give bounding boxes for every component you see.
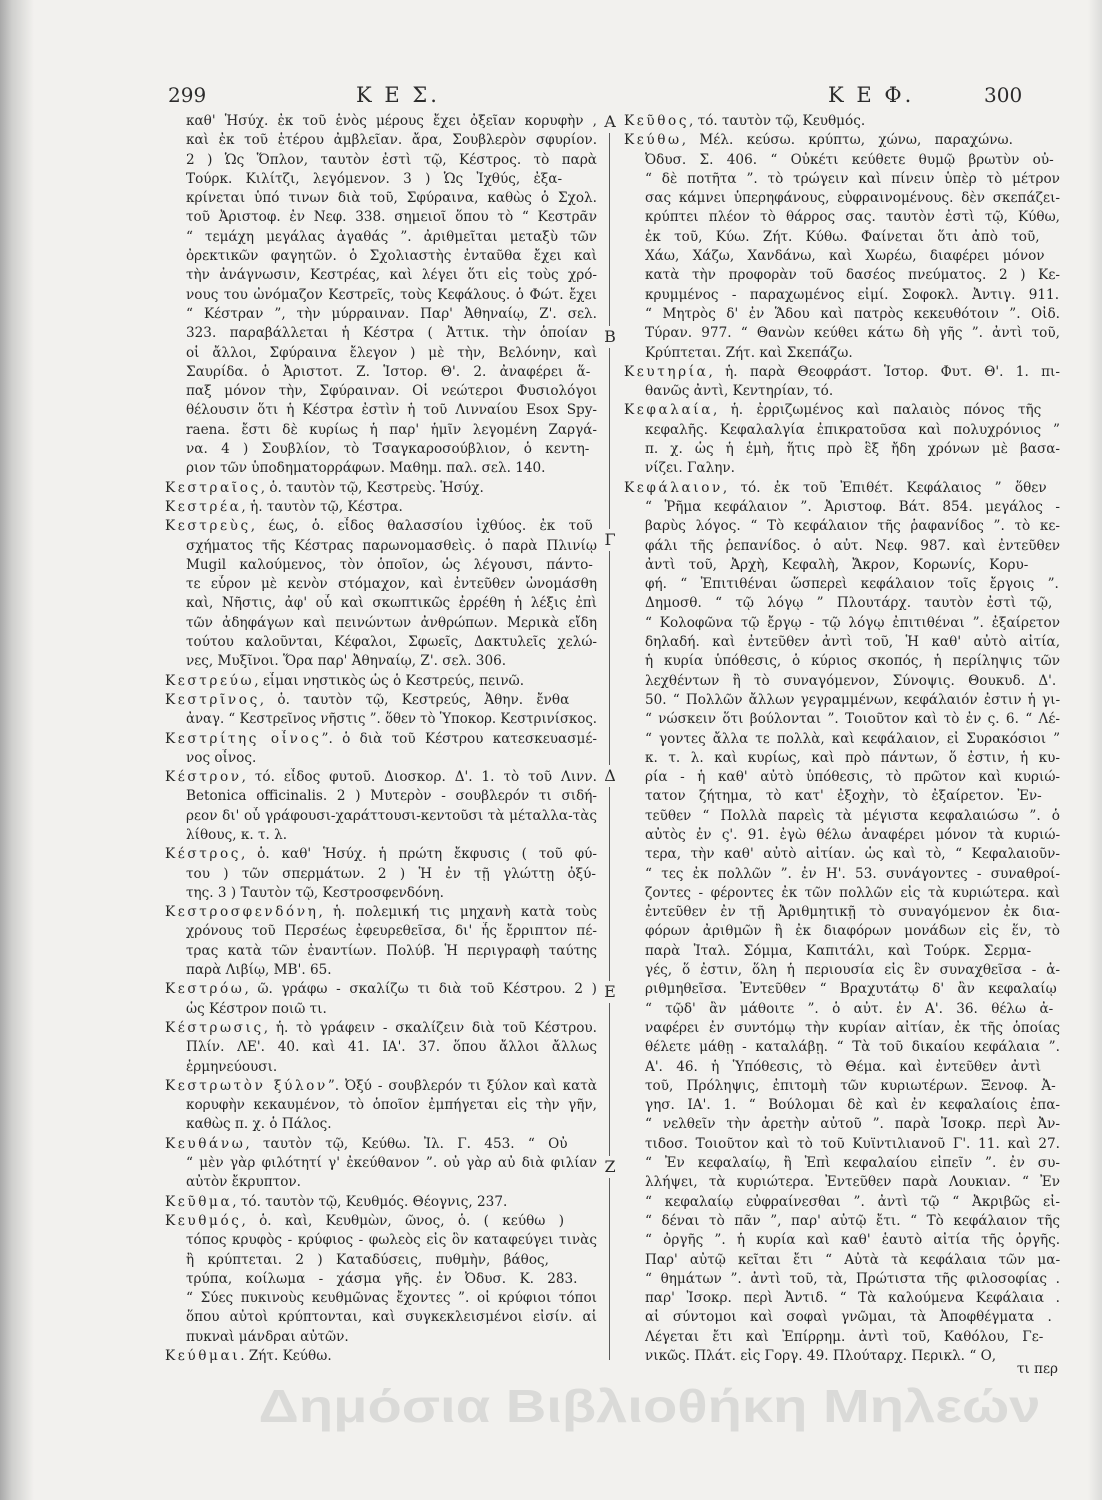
entry-text: φή. “ Ἐπιτιθέναι ὥσπερεὶ κεφάλαιον τοῖς ἔργοις ”. xyxy=(645,576,1059,593)
text-line xyxy=(624,1231,1060,1250)
entry-text: βαρὺς λόγος. “ Τὸ κεφάλαιον τῆς ῥαφανίδος ”. τὸ κε- xyxy=(645,518,1060,535)
margin-letter: Ζ xyxy=(600,1156,620,1178)
text-line xyxy=(165,614,597,633)
margin-letter: Α xyxy=(600,111,620,133)
headword: Κέστρον xyxy=(165,769,242,786)
headword: Κεστρεὺς xyxy=(165,518,251,535)
headword: Κεφαλαία xyxy=(624,402,714,419)
entry-text: να. 4 ) Σουβλίον, τὸ Τσαγκαροσούβλιον, ὁ κεντη- xyxy=(186,441,590,458)
text-line xyxy=(165,1328,597,1347)
text-line xyxy=(624,807,1060,826)
entry-text: “ ὀργῆς ”. ἡ κυρία καὶ καθ' ἑαυτὸ αἰτία τῆς ὀργῆς. xyxy=(645,1232,1060,1249)
headword: Κευθάνω xyxy=(165,1135,246,1152)
text-line xyxy=(165,247,597,266)
headword: Κευτηρία xyxy=(624,363,709,380)
entry-text: “ Μητρὸς δ' ἐν Ἅδου καὶ πατρὸς κεκευθότοιν ”. Οἰδ. xyxy=(645,305,1060,322)
entry-text: ὅπου αὐτοὶ κρύπτονται, καὶ συγκεκλεισμένοι εἰσίν. αἱ xyxy=(186,1309,597,1326)
entry-text: θέλουσιν ὅτι ἡ Κέστρα ἐστὶν ἡ τοῦ Λινναίου Esox Spy- xyxy=(186,402,597,419)
entry-text: καθ' Ἡσύχ. ἐκ τοῦ ἑνὸς μέρους ἔχει ὀξεῖαν κορυφὴν , xyxy=(186,113,597,129)
entry-text: τερα, τὴν καθ' αὐτὸ αἰτίαν. ὡς καὶ τὸ, “ Κεφαλαιοῦν- xyxy=(645,846,1060,863)
text-line xyxy=(624,787,1060,806)
text-line xyxy=(624,1058,1060,1077)
entry-text: , εἶμαι νηστικὸς ὡς ὁ Κεστρεύς, πεινῶ. xyxy=(254,672,525,689)
page-number-right: 300 xyxy=(984,83,1023,107)
entry-text: λίθους, κ. τ. λ. xyxy=(186,826,288,843)
entry-first-line xyxy=(165,479,597,498)
entry-text: Παρ' αὐτῷ κεῖται ἔτι “ Αὐτὰ τὰ κεφάλαια τῶν μα- xyxy=(645,1251,1060,1268)
text-line xyxy=(624,961,1060,980)
text-line xyxy=(165,537,597,556)
text-line xyxy=(165,1251,597,1270)
text-line xyxy=(165,865,597,884)
text-line xyxy=(165,1096,597,1115)
entry-text: “ Ῥῆμα κεφάλαιον ”. Ἀριστοφ. Βάτ. 854. μεγάλος - xyxy=(645,498,1060,515)
headword: Κεῦθος xyxy=(624,113,690,129)
entry-text: “ δέναι τὸ πᾶν ”, παρ' αὐτῷ ἔτι. “ Τὸ κεφάλαιον τῆς xyxy=(645,1212,1060,1229)
text-line xyxy=(165,401,597,420)
entry-text: Δημοσθ. “ τῷ λόγῳ ” Πλουτάρχ. ταυτὸν ἐστὶ τῷ, xyxy=(645,595,1053,612)
watermark-text: Δημόσια Βιβλιοθήκη Μηλεών xyxy=(259,1380,1041,1432)
text-line xyxy=(624,691,1060,710)
text-line xyxy=(165,652,597,671)
entry-text: “ τεμάχη μεγάλας ἀγαθάς ”. ἀριθμεῖται μεταξὺ τῶν xyxy=(186,228,597,245)
entry-text: , ἡ. παρὰ Θεοφράστ. Ἱστορ. Φυτ. Θ'. 1. πι- xyxy=(708,363,1060,380)
entry-text: , ὁ. ταυτὸν τῷ, Κεστρεὺς. Ἡσύχ. xyxy=(260,479,484,496)
text-line xyxy=(624,942,1060,961)
entry-text: φάλι τῆς ῥεπανίδος. ὁ αὐτ. Νεφ. 987. καὶ ἐντεῦθεν xyxy=(645,537,1060,554)
entry-text: λλήψει, τὰ κυριώτερα. Ἐντεῦθεν παρὰ Λουκιαν. “ Ἐν xyxy=(645,1174,1060,1191)
entry-text: νους του ὠνόμαζον Κεστρεῖς, τοὺς Κεφάλους. ὁ Φώτ. ἔχει xyxy=(186,286,597,303)
text-line xyxy=(624,1019,1060,1038)
text-line xyxy=(624,1077,1060,1096)
headword: Κέστρος xyxy=(165,846,241,863)
entry-text: τρας κατὰ τῶν ἐναντίων. Πολύβ. Ἡ περιγραφὴ ταύτης xyxy=(186,942,597,959)
entry-text: , ὁ. καὶ, Κευθμὼν, ῶνος, ὁ. ( κεύθω ) xyxy=(241,1212,565,1229)
entry-first-line xyxy=(165,1212,597,1231)
text-line xyxy=(165,1154,597,1173)
right-column xyxy=(624,112,1060,1366)
entry-first-line xyxy=(165,1135,597,1154)
text-line xyxy=(165,151,597,170)
text-line xyxy=(624,1096,1060,1115)
text-line xyxy=(624,517,1060,536)
page-number-left: 299 xyxy=(168,83,207,107)
entry-text: γησ. ΙΑ'. 1. “ Βούλομαι δὲ καὶ ἐν κεφαλαίοις ἐπα- xyxy=(645,1097,1060,1114)
text-line xyxy=(624,903,1060,922)
entry-first-line xyxy=(165,1347,597,1366)
entry-text: θέλετε μάθῃ - καταλάβῃ. “ Τὰ τοῦ δικαίου κεφάλαια ”. xyxy=(645,1039,1060,1056)
text-line xyxy=(165,1270,597,1289)
text-line xyxy=(165,1000,597,1019)
entry-text: , Μέλ. κεύσω. κρύπτω, χώνω, παραχώνω. xyxy=(681,132,1013,149)
text-line xyxy=(624,1135,1060,1154)
text-line xyxy=(624,1289,1060,1308)
text-line xyxy=(165,112,597,131)
entry-text: τούτου καλοῦνται, Κέφαλοι, Σφωεῖς, Δακτυλεῖς χελώ- xyxy=(186,634,597,651)
text-line xyxy=(165,826,597,845)
entry-text: “ κεφαλαίῳ εὐφραίνεσθαι ”. ἀντὶ τῷ “ Ἀκριβῶς εἰ- xyxy=(645,1193,1060,1210)
text-line xyxy=(624,575,1060,594)
entry-text: , ἡ. τὸ γράφειν - σκαλίζειν διὰ τοῦ Κέστρου. xyxy=(263,1019,597,1036)
entry-text: ἡ κυρία ὑπόθεσις, ὁ κύριος σκοπός, ἡ περίληψις τῶν xyxy=(645,653,1060,670)
headword: Κεστρῖνος xyxy=(165,691,260,708)
entry-text: τῶν ἀδηφάγων καὶ πεινώντων ἀνθρώπων. Μερικὰ εἴδη xyxy=(186,614,597,631)
entry-first-line xyxy=(165,845,597,864)
entry-text: αὐτὸς ἐν ς'. 91. ἐγὼ θέλω ἀναφέρει μόνον τὰ κυριώ- xyxy=(645,826,1060,843)
scan-edge-shadow xyxy=(1088,0,1102,1500)
text-line xyxy=(624,922,1060,941)
entry-text: , έως, ὁ. εἶδος θαλασσίου ἰχθύος. ἐκ τοῦ xyxy=(250,518,593,535)
headword: Κεστραῖος xyxy=(165,479,261,496)
headword: Κεφάλαιον xyxy=(624,479,723,496)
entry-text: Κρύπτεται. Ζήτ. καὶ Σκεπάζω. xyxy=(645,344,853,361)
entry-text: κορυφὴν κεκαυμένον, τὸ ὁποῖον ἐμπήγεται εἰς τὴν γῆν, xyxy=(186,1097,597,1114)
entry-text: αἱ σύντομοι καὶ σοφαὶ γνῶμαι, τὰ Ἀποφθέγματα . xyxy=(645,1309,1052,1326)
entry-text: Σαυρίδα. ὁ Ἀριστοτ. Ζ. Ἱστορ. Θ'. 2. ἀναφέρει ἅ- xyxy=(186,363,591,380)
entry-text: 323. παραβάλλεται ἡ Κέστρα ( Ἀττικ. τὴν ὁποίαν xyxy=(186,325,588,342)
text-line xyxy=(165,189,597,208)
text-line xyxy=(624,537,1060,556)
text-line xyxy=(624,498,1060,517)
text-line xyxy=(165,1173,597,1192)
headword: Κεύθω xyxy=(624,132,682,149)
library-watermark xyxy=(250,1376,1050,1436)
margin-letter: Β xyxy=(600,326,620,348)
entry-text: , ἡ. πολεμική τις μηχανὴ κατὰ τοὺς xyxy=(318,904,597,921)
entry-text: κρύπτει πλέον τὸ θάρρος σας. ταυτὸν ἐστὶ τῷ, Κύθω, xyxy=(645,209,1060,226)
entry-text: τιδοσ. Τοιοῦτον καὶ τὸ τοῦ Κυϊντιλιανοῦ Γ'. 11. καὶ 27. xyxy=(645,1135,1060,1152)
text-line xyxy=(624,1308,1060,1327)
headword: Κεύθμαι xyxy=(165,1348,241,1364)
headword: Κέστρωσις xyxy=(165,1019,264,1036)
text-line xyxy=(165,459,597,478)
text-line xyxy=(624,1173,1060,1192)
text-line xyxy=(624,459,1060,478)
entry-text: σχήματος τῆς Κέστρας παρωνομασθεὶς. ὁ παρὰ Πλινίῳ xyxy=(186,537,597,554)
text-line xyxy=(624,826,1060,845)
entry-text: Ὀδυσ. Σ. 406. “ Οὐκέτι κεύθετε θυμῷ βρωτὺν οὐ- xyxy=(645,151,1054,168)
text-line xyxy=(165,170,597,189)
entry-text: κρυμμένος - παραχωμένος εἰμί. Σοφοκλ. Ἀντιγ. 911. xyxy=(645,286,1060,303)
entry-text: , ἡ. ἐρριζωμένος καὶ παλαιὸς πόνος τῆς xyxy=(713,402,1042,419)
entry-text: Χάω, Χάζω, Χανδάνω, καὶ Χωρέω, διαφέρει μόνον xyxy=(645,248,1045,265)
entry-text: , ὁ. ταυτὸν τῷ, Κεστρεύς, Ἀθην. ἔνθα xyxy=(259,691,570,708)
entry-first-line xyxy=(165,672,597,691)
entry-text: καθὼς π. χ. ὁ Πάλος. xyxy=(186,1116,332,1133)
entry-text: λεχθέντων ἢ τὸ συναγόμενον, Σύνοψις. Θουκυδ. Δ'. xyxy=(645,672,1057,689)
entry-text: , τό. εἶδος φυτοῦ. Διοσκορ. Δ'. 1. τὸ τοῦ Λινν. xyxy=(241,769,597,786)
entry-first-line xyxy=(624,363,1060,382)
entry-text: . Ζήτ. Κεύθω. xyxy=(240,1348,332,1364)
entry-text: , τό. ταυτὸν τῷ, Κευθμός. xyxy=(689,113,866,129)
text-line xyxy=(624,652,1060,671)
catchword: τι περ xyxy=(1016,1361,1058,1377)
headword: Κεστροσφενδόνη xyxy=(165,904,319,921)
text-line xyxy=(165,382,597,401)
text-line xyxy=(624,189,1060,208)
entry-text: , ὁ. καθ' Ἡσύχ. ἡ πρώτη ἔκφυσις ( τοῦ φύ- xyxy=(241,846,597,863)
entry-text: παρ' Ἰσοκρ. περὶ Ἀντιδ. “ Τὰ καλούμενα Κεφάλαια . xyxy=(645,1290,1060,1307)
entry-text: ἀντὶ τοῦ, Ἀρχὴ, Κεφαλὴ, Ἄκρον, Κορωνίς, Κορυ- xyxy=(645,556,1029,573)
text-line xyxy=(165,421,597,440)
text-line xyxy=(165,922,597,941)
entry-text: ”. ὁ διὰ τοῦ Κέστρου κατεσκευασμέ- xyxy=(321,730,597,747)
entry-text: παρὰ Ἰταλ. Σόμμα, Καπιτάλι, καὶ Τούρκ. Σερμα- xyxy=(645,942,1032,959)
entry-text: τρύπα, κοίλωμα - χάσμα γῆς. ἐν Ὀδυσ. Κ. 283. xyxy=(186,1270,578,1287)
headword: Κεστρωτὸν ξύλον xyxy=(165,1077,328,1094)
entry-text: , τό. ἐκ τοῦ Ἐπιθέτ. Κεφάλαιος ” ὅθεν xyxy=(722,479,1047,496)
text-line xyxy=(624,1115,1060,1134)
entry-text: , τό. ταυτὸν τῷ, Κευθμός. Θέογνις, 237. xyxy=(232,1193,508,1210)
text-line xyxy=(624,228,1060,247)
entry-text: νίζει. Γαλην. xyxy=(645,460,735,477)
text-line xyxy=(165,1308,597,1327)
entry-text: τατον ζήτημα, τὸ κατ' ἐξοχὴν, τὸ ἐξαίρετον. Ἐν- xyxy=(645,788,1042,805)
entry-text: του ) τῶν σπερμάτων. 2 ) Ἡ ἐν τῇ γλώττῃ ὀξύ- xyxy=(186,865,597,882)
entry-text: κ. τ. λ. καὶ κυρίως, καὶ πρὸ πάντων, ὅ ἐστιν, ἡ κυ- xyxy=(645,749,1060,766)
text-line xyxy=(624,1154,1060,1173)
text-line xyxy=(165,228,597,247)
entry-text: ἑρμηνεύουσι. xyxy=(186,1058,278,1075)
margin-letter: Δ xyxy=(600,765,620,787)
text-line xyxy=(165,305,597,324)
text-line xyxy=(165,749,597,768)
text-line xyxy=(624,1270,1060,1289)
entry-text: ἐντεῦθεν ἐν τῇ Ἀριθμητικῇ τὸ συναγόμενον ἐκ δια- xyxy=(645,904,1060,921)
entry-first-line xyxy=(165,517,597,536)
entry-text: τοῦ Ἀριστοφ. ἐν Νεφ. 338. σημειοῖ ὅπου τὸ “ Κεστρᾶν xyxy=(186,209,597,226)
entry-text: “ νώσκειν ὅτι βούλονται ”. Τοιοῦτον καὶ τὸ ἐν ς. 6. “ Λέ- xyxy=(645,711,1060,728)
entry-text: ὀρεκτικῶν φαγητῶν. ὁ Σχολιαστὴς ἐνταῦθα ἔχει καὶ xyxy=(186,248,597,265)
text-line xyxy=(165,440,597,459)
headword: Κεστρίτης οἶνος xyxy=(165,730,322,747)
entry-first-line xyxy=(624,401,1060,420)
text-line xyxy=(165,266,597,285)
entry-text: τοῦ, Πρόληψις, ἐπιτομὴ τῶν κυριωτέρων. Ξενοφ. Ἀ- xyxy=(645,1077,1056,1094)
entry-text: “ νελθεῖν τὴν ἀρετὴν αὐτοῦ ”. παρὰ Ἰσοκρ. περὶ Ἀν- xyxy=(645,1116,1060,1133)
text-line xyxy=(624,865,1060,884)
text-line xyxy=(165,807,597,826)
text-line xyxy=(624,208,1060,227)
text-line xyxy=(624,614,1060,633)
entry-text: τε εὗρον μὲ κενὸν στόμαχον, καὶ ἐντεῦθεν ὠνομάσθη xyxy=(186,576,597,593)
text-line xyxy=(165,208,597,227)
entry-text: ”. Ὀξύ - σουβλερόν τι ξύλον καὶ κατὰ xyxy=(327,1077,597,1094)
text-line xyxy=(624,1038,1060,1057)
entry-text: πυκναὶ μάνδραι αὐτῶν. xyxy=(186,1328,349,1345)
entry-text: φόρων ἀριθμῶν ἢ ἐκ διαφόρων μονάδων εἰς ἕν, τὸ xyxy=(645,923,1060,940)
entry-text: Τύραν. 977. “ Θανὼν κεύθει κάτω δὴ γῆς ”. ἀντὶ τοῦ, xyxy=(645,325,1060,342)
text-line xyxy=(165,556,597,575)
margin-letter: Γ xyxy=(600,529,620,551)
entry-text: ζοντες - φέροντες ἐκ τῶν πολλῶν εἰς τὰ κυριώτερα. καὶ xyxy=(645,884,1060,901)
entry-text: οἱ ἄλλοι, Σφύραινα ἔλεγον ) μὲ τὴν, Βελόνην, καὶ xyxy=(186,344,597,361)
entry-first-line xyxy=(165,691,597,710)
text-line xyxy=(624,980,1060,999)
text-line xyxy=(624,710,1060,729)
entry-text: τὴν ἀνάγνωσιν, Κεστρέας, καὶ λέγει ὅτι εἰς τοὺς χρό- xyxy=(186,267,597,284)
scan-gutter-shadow xyxy=(0,0,34,1500)
entry-text: παρὰ Λιβίῳ, ΜΒ'. 65. xyxy=(186,962,332,979)
entry-text: “ γοντες ἄλλα τε πολλὰ, καὶ κεφάλαιον, εἰ Συρακόσιοι ” xyxy=(645,730,1060,747)
entry-first-line xyxy=(624,131,1060,150)
entry-first-line xyxy=(165,768,597,787)
entry-text: ἢ κρύπτεται. 2 ) Καταδύσεις, πυθμὴν, βάθος, xyxy=(186,1251,549,1268)
entry-text: “ τῷδ' ἂν μάθοιτε ”. ὁ αὐτ. ἐν Α'. 36. θέλω ἀ- xyxy=(645,1000,1054,1017)
entry-text: καὶ ἐκ τοῦ ἑτέρου ἀμβλεῖαν. ἄρα, Σουβλερὸν σφυρίον. xyxy=(186,132,597,149)
headword: Κεῦθμα xyxy=(165,1193,233,1210)
entry-text: ναφέρει ἐν συντόμῳ τὴν κυρίαν αἰτίαν, ἐκ τῆς ὁποίας xyxy=(645,1019,1060,1036)
text-line xyxy=(624,1000,1060,1019)
entry-text: γές, ὅ ἐστιν, ὅλη ἡ περιουσία εἰς ἓν συναχθεῖσα - ἀ- xyxy=(645,962,1060,979)
text-line xyxy=(165,363,597,382)
text-line xyxy=(165,787,597,806)
text-line xyxy=(165,575,597,594)
text-line xyxy=(624,845,1060,864)
text-line xyxy=(624,1251,1060,1270)
entry-first-line xyxy=(624,479,1060,498)
entry-first-line xyxy=(165,498,597,517)
entry-text: “ μὲν γὰρ φιλότητί γ' ἐκεύθανον ”. οὐ γὰρ αὐ διὰ φιλίαν xyxy=(186,1155,597,1172)
text-line xyxy=(624,633,1060,652)
entry-text: Betonica officinalis. 2 ) Μυτερὸν - σουβλερόν τι σιδή- xyxy=(186,788,597,805)
text-line xyxy=(165,1038,597,1057)
entry-text: Πλίν. ΛΕ'. 40. καὶ 41. ΙΑ'. 37. ὅπου ἄλλοι ἄλλως xyxy=(186,1039,597,1056)
text-line xyxy=(624,151,1060,170)
entry-text: καὶ, Νῆστις, ἀφ' οὗ καὶ σκωπτικῶς ἐρρέθη ἡ λέξις ἐπὶ xyxy=(186,595,597,612)
entry-text: Mugil καλούμενος, τὸν ὁποῖον, ὡς λέγουσι, πάντο- xyxy=(186,556,593,573)
entry-text: ρεον δι' οὗ γράφουσι-χαράττουσι-κεντοῦσι τὰ μέταλλα-τὰς xyxy=(186,807,597,824)
entry-text: “ Ἐν κεφαλαίῳ, ἢ Ἐπὶ κεφαλαίου εἰπεῖν ”. ἐν συ- xyxy=(645,1155,1060,1172)
running-head-left: Κ Ε Σ. xyxy=(356,83,440,107)
text-line xyxy=(624,884,1060,903)
running-head-right: Κ Ε Φ. xyxy=(828,83,915,107)
entry-text: αὐτὸν ἔκρυπτον. xyxy=(186,1174,302,1191)
entry-text: “ Κολοφῶνα τῷ ἔργῳ - τῷ λόγῳ ἐπιτιθέναι ”. ἐξαίρετον xyxy=(645,614,1060,631)
entry-text: παξ μόνον τὴν, Σφύραιναν. Οἱ νεώτεροι Φυσιολόγοι xyxy=(186,383,597,400)
entry-text: Λέγεται ἔτι καὶ Ἐπίρρημ. ἀντὶ τοῦ, Καθόλου, Γε- xyxy=(645,1328,1044,1345)
text-line xyxy=(624,324,1060,343)
text-line xyxy=(165,633,597,652)
headword: Κεστρόω xyxy=(165,981,245,998)
text-line xyxy=(165,324,597,343)
headword: Κευθμός xyxy=(165,1212,242,1229)
text-line xyxy=(624,1193,1060,1212)
headword: Κεστρέα xyxy=(165,498,242,515)
text-line xyxy=(165,131,597,150)
headword: Κεστρεύω xyxy=(165,672,255,689)
entry-text: , ῶ. γράφω - σκαλίζω τι διὰ τοῦ Κέστρου. 2 ) xyxy=(244,981,597,998)
text-line xyxy=(624,594,1060,613)
text-line xyxy=(624,382,1060,401)
text-line xyxy=(624,305,1060,324)
entry-text: θανῶς ἀντὶ, Κεντηρίαν, τό. xyxy=(645,383,834,400)
text-line xyxy=(165,286,597,305)
left-column xyxy=(165,112,597,1366)
entry-first-line xyxy=(165,730,597,749)
entry-text: νες, Μυξῖνοι. Ὅρα παρ' Ἀθηναίῳ, Ζ'. σελ. 306. xyxy=(186,653,507,670)
entry-text: , ταυτὸν τῷ, Κεύθω. Ἰλ. Γ. 453. “ Οὐ xyxy=(245,1135,568,1152)
entry-text: “ Κέστραν ”, τὴν μύρραιναν. Παρ' Ἀθηναίῳ, Ζ'. σελ. xyxy=(186,305,597,322)
text-line xyxy=(165,942,597,961)
entry-text: “ θημάτων ”. ἀντὶ τοῦ, τὰ, Πρώτιστα τῆς φιλοσοφίας . xyxy=(645,1270,1060,1287)
text-line xyxy=(624,556,1060,575)
entry-text: Α'. 46. ἡ Ὑπόθεσις, τὸ Θέμα. καὶ ἐντεῦθεν ἀντὶ xyxy=(645,1058,1042,1075)
text-line xyxy=(624,672,1060,691)
entry-text: νικῶς. Πλάτ. εἰς Γοργ. 49. Πλούταρχ. Περικλ. “ Ο, xyxy=(645,1348,997,1364)
entry-text: νος οἶνος. xyxy=(186,749,257,766)
entry-text: ριον τῶν ὑποδηματορράφων. Μαθημ. παλ. σελ. 140. xyxy=(186,460,546,477)
entry-text: χρόνους τοῦ Περσέως ἐφευρεθεῖσα, δι' ἧς ἔρριπτον πέ- xyxy=(186,923,597,940)
text-line xyxy=(624,266,1060,285)
entry-text: κρίνεται ὑπό τινων διὰ τοῦ, Σφύραινα, καθὼς ὁ Σχολ. xyxy=(186,190,597,207)
text-line xyxy=(624,1328,1060,1347)
entry-text: δηλαδή. καὶ ἐντεῦθεν ἀντὶ τοῦ, Ἡ καθ' αὐτὸ αἰτία, xyxy=(645,634,1060,651)
entry-text: 2 ) Ὡς Ὅπλον, ταυτὸν ἐστὶ τῷ, Κέστρος. τὸ παρὰ xyxy=(186,151,597,168)
entry-text: π. χ. ὡς ἡ ἐμὴ, ἥτις πρὸ ἓξ ἤδη χρόνων μὲ βασα- xyxy=(645,441,1060,458)
text-line xyxy=(624,344,1060,363)
entry-text: 50. “ Πολλῶν ἄλλων γεγραμμένων, κεφάλαιόν ἐστιν ἡ γι- xyxy=(645,691,1060,708)
entry-text: ριθμηθεῖσα. Ἐντεῦθεν “ Βραχυτάτῳ δ' ἂν κεφαλαίῳ xyxy=(645,981,1057,998)
text-line xyxy=(624,247,1060,266)
entry-text: ἀναγ. “ Κεστρεῖνος νῆστις ”. ὅθεν τὸ Ὑποκορ. Κεστρινίσκος. xyxy=(186,711,597,728)
entry-text: raena. ἔστι δὲ κυρίως ἡ παρ' ἡμῖν λεγομένη Ζαργά- xyxy=(186,421,597,438)
text-line xyxy=(165,594,597,613)
text-line xyxy=(165,961,597,980)
entry-first-line xyxy=(165,903,597,922)
text-line xyxy=(624,1212,1060,1231)
entry-first-line xyxy=(624,112,1060,131)
entry-first-line xyxy=(165,1019,597,1038)
text-line xyxy=(624,1347,1060,1366)
entry-text: ρία - ἡ καθ' αὐτὸ ὑπόθεσις, τὸ πρῶτον καὶ κυριώ- xyxy=(645,769,1060,786)
entry-first-line xyxy=(165,980,597,999)
text-line xyxy=(165,710,597,729)
entry-text: της. 3 ) Ταυτὸν τῷ, Κεστροσφενδόνη. xyxy=(186,884,444,901)
text-line xyxy=(165,1115,597,1134)
entry-text: ἐκ τοῦ, Κύω. Ζήτ. Κύθω. Φαίνεται ὅτι ἀπὸ τοῦ, xyxy=(645,228,1040,245)
text-line xyxy=(624,286,1060,305)
text-line xyxy=(624,421,1060,440)
entry-text: “ δὲ ποτῆτα ”. τὸ τρώγειν καὶ πίνειν ὑπὲρ τὸ μέτρον xyxy=(645,170,1060,187)
entry-text: κεφαλῆς. Κεφαλαλγία ἐπικρατοῦσα καὶ πολυχρόνιος ” xyxy=(645,421,1060,438)
text-line xyxy=(624,730,1060,749)
text-line xyxy=(624,768,1060,787)
entry-text: τόπος κρυφὸς - κρύφιος - φωλεὸς εἰς ὃν καταφεύγει τινὰς xyxy=(186,1232,597,1249)
entry-text: “ τες ἐκ πολλῶν ”. ἐν Η'. 53. συνάγοντες - συναθροί- xyxy=(645,865,1060,882)
entry-first-line xyxy=(165,1193,597,1212)
margin-letter: Ε xyxy=(600,981,620,1003)
entry-text: “ Σύες πυκινοὺς κευθμῶνας ἔχοντες ”. οἱ κρύφιοι τόποι xyxy=(186,1290,597,1307)
entry-text: σας κάμνει ὑπερηφάνους, εὐφραινομένους. δὲν σκεπάζει- xyxy=(645,190,1060,207)
entry-text: Τούρκ. Κιλίτζι, λεγόμενον. 3 ) Ὡς Ἰχθύς, ἐξα- xyxy=(186,170,563,187)
entry-text: , ἡ. ταυτὸν τῷ, Κέστρα. xyxy=(241,498,403,515)
text-line xyxy=(624,440,1060,459)
text-line xyxy=(165,344,597,363)
text-line xyxy=(165,1289,597,1308)
text-line xyxy=(165,1231,597,1250)
text-line xyxy=(624,170,1060,189)
text-line xyxy=(165,1058,597,1077)
entry-first-line xyxy=(165,1077,597,1096)
text-line xyxy=(624,749,1060,768)
entry-text: τεῦθεν “ Πολλὰ παρεὶς τὰ μέγιστα κεφαλαιώσω ”. ὁ xyxy=(645,807,1060,824)
entry-text: ὡς Κέστρον ποιῶ τι. xyxy=(186,1000,327,1017)
entry-text: κατὰ τὴν προφορὰν τοῦ δασέος πνεύματος. 2 ) Κε- xyxy=(645,267,1060,284)
text-line xyxy=(165,884,597,903)
